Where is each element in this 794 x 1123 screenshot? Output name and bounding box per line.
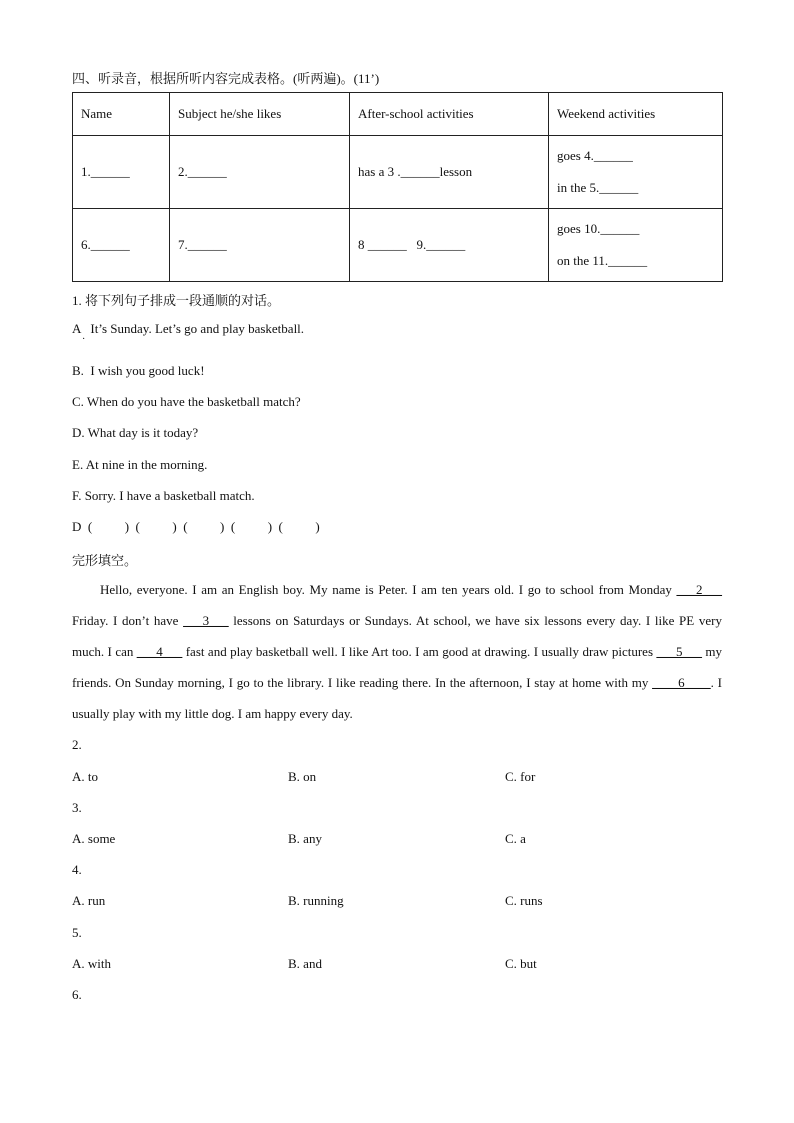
cell-after-school: has a 3 .______lesson [350, 136, 549, 209]
dot-mark: · [82, 334, 86, 345]
question-number: 6. [72, 987, 82, 1002]
section-4-title: 四、听录音，根据所听内容完成表格。(听两遍)。(11’) [72, 71, 380, 86]
header-subject: Subject he/she likes [170, 93, 350, 136]
option-b: B. I wish you good luck! [72, 363, 205, 378]
cell-subject: 2.______ [170, 136, 350, 209]
header-after-school: After-school activities [350, 93, 549, 136]
answer-order-line: D ( ) ( ) ( ) ( ) ( ) [72, 519, 320, 534]
choice-a: A. with [72, 956, 111, 971]
cell-subject: 7.______ [170, 209, 350, 282]
option-a: A It’s Sunday. Let’s go and play basketball. [72, 321, 305, 336]
question-number: 4. [72, 862, 82, 877]
choice-c: C. a [505, 831, 526, 846]
header-name: Name [73, 93, 170, 136]
blank-5: ___5___ [656, 644, 702, 659]
choice-a: A. run [72, 893, 106, 908]
blank-2: ___2___ [676, 582, 722, 597]
weekend-line-2: in the 5.______ [557, 180, 639, 195]
passage-text: Hello, everyone. I am an English boy. My name is Peter. I am ten years old. I go to school from Monday [100, 582, 677, 597]
choice-a: A. some [72, 831, 116, 846]
cell-after-school: 8 ______ 9.______ [350, 209, 549, 282]
choice-c: C. for [505, 769, 536, 784]
question-1-title: 1. 将下列句子排成一段通顺的对话。 [72, 293, 281, 308]
blank-3: ___3___ [183, 613, 229, 628]
choice-b: B. on [288, 769, 317, 784]
question-number: 2. [72, 737, 82, 752]
header-weekend: Weekend activities [549, 93, 723, 136]
choice-c: C. but [505, 956, 537, 971]
choice-b: B. running [288, 893, 344, 908]
option-e: E. At nine in the morning. [72, 457, 208, 472]
choice-b: B. and [288, 956, 322, 971]
cell-name: 6.______ [73, 209, 170, 282]
passage-text: fast and play basketball well. I like Art too. I am good at drawing. I usually draw pictures [182, 644, 657, 659]
option-c: C. When do you have the basketball match? [72, 394, 301, 409]
option-d: D. What day is it today? [72, 425, 199, 440]
choice-c: C. runs [505, 893, 543, 908]
table-header-row [73, 93, 723, 136]
table-row [73, 136, 723, 209]
passage-text: Friday. I don’t have [72, 613, 184, 628]
weekend-line-1: goes 10.______ [557, 221, 640, 236]
passage-text: . I usually play with my little dog. I am happy every day. [72, 675, 722, 721]
blank-4: ___4___ [136, 644, 183, 659]
blank-6: ____6____ [652, 675, 711, 690]
cloze-passage [72, 574, 722, 729]
cell-weekend [549, 209, 723, 282]
listening-table [72, 92, 723, 282]
cell-name: 1.______ [73, 136, 170, 209]
table-row [73, 209, 723, 282]
option-f: F. Sorry. I have a basketball match. [72, 488, 255, 503]
weekend-line-2: on the 11.______ [557, 253, 648, 268]
question-number: 3. [72, 800, 82, 815]
weekend-line-1: goes 4.______ [557, 148, 633, 163]
cloze-title: 完形填空。 [72, 553, 138, 568]
choice-a: A. to [72, 769, 98, 784]
cell-weekend [549, 136, 723, 209]
question-number: 5. [72, 925, 82, 940]
passage-text: my friends. On Sunday morning, I go to the library. I like reading there. In the afternoon, I stay at home with my [72, 644, 722, 690]
choice-b: B. any [288, 831, 322, 846]
passage-text: lessons on Saturdays or Sundays. At school, we have six lessons every day. I like PE very much. I can [72, 613, 723, 659]
